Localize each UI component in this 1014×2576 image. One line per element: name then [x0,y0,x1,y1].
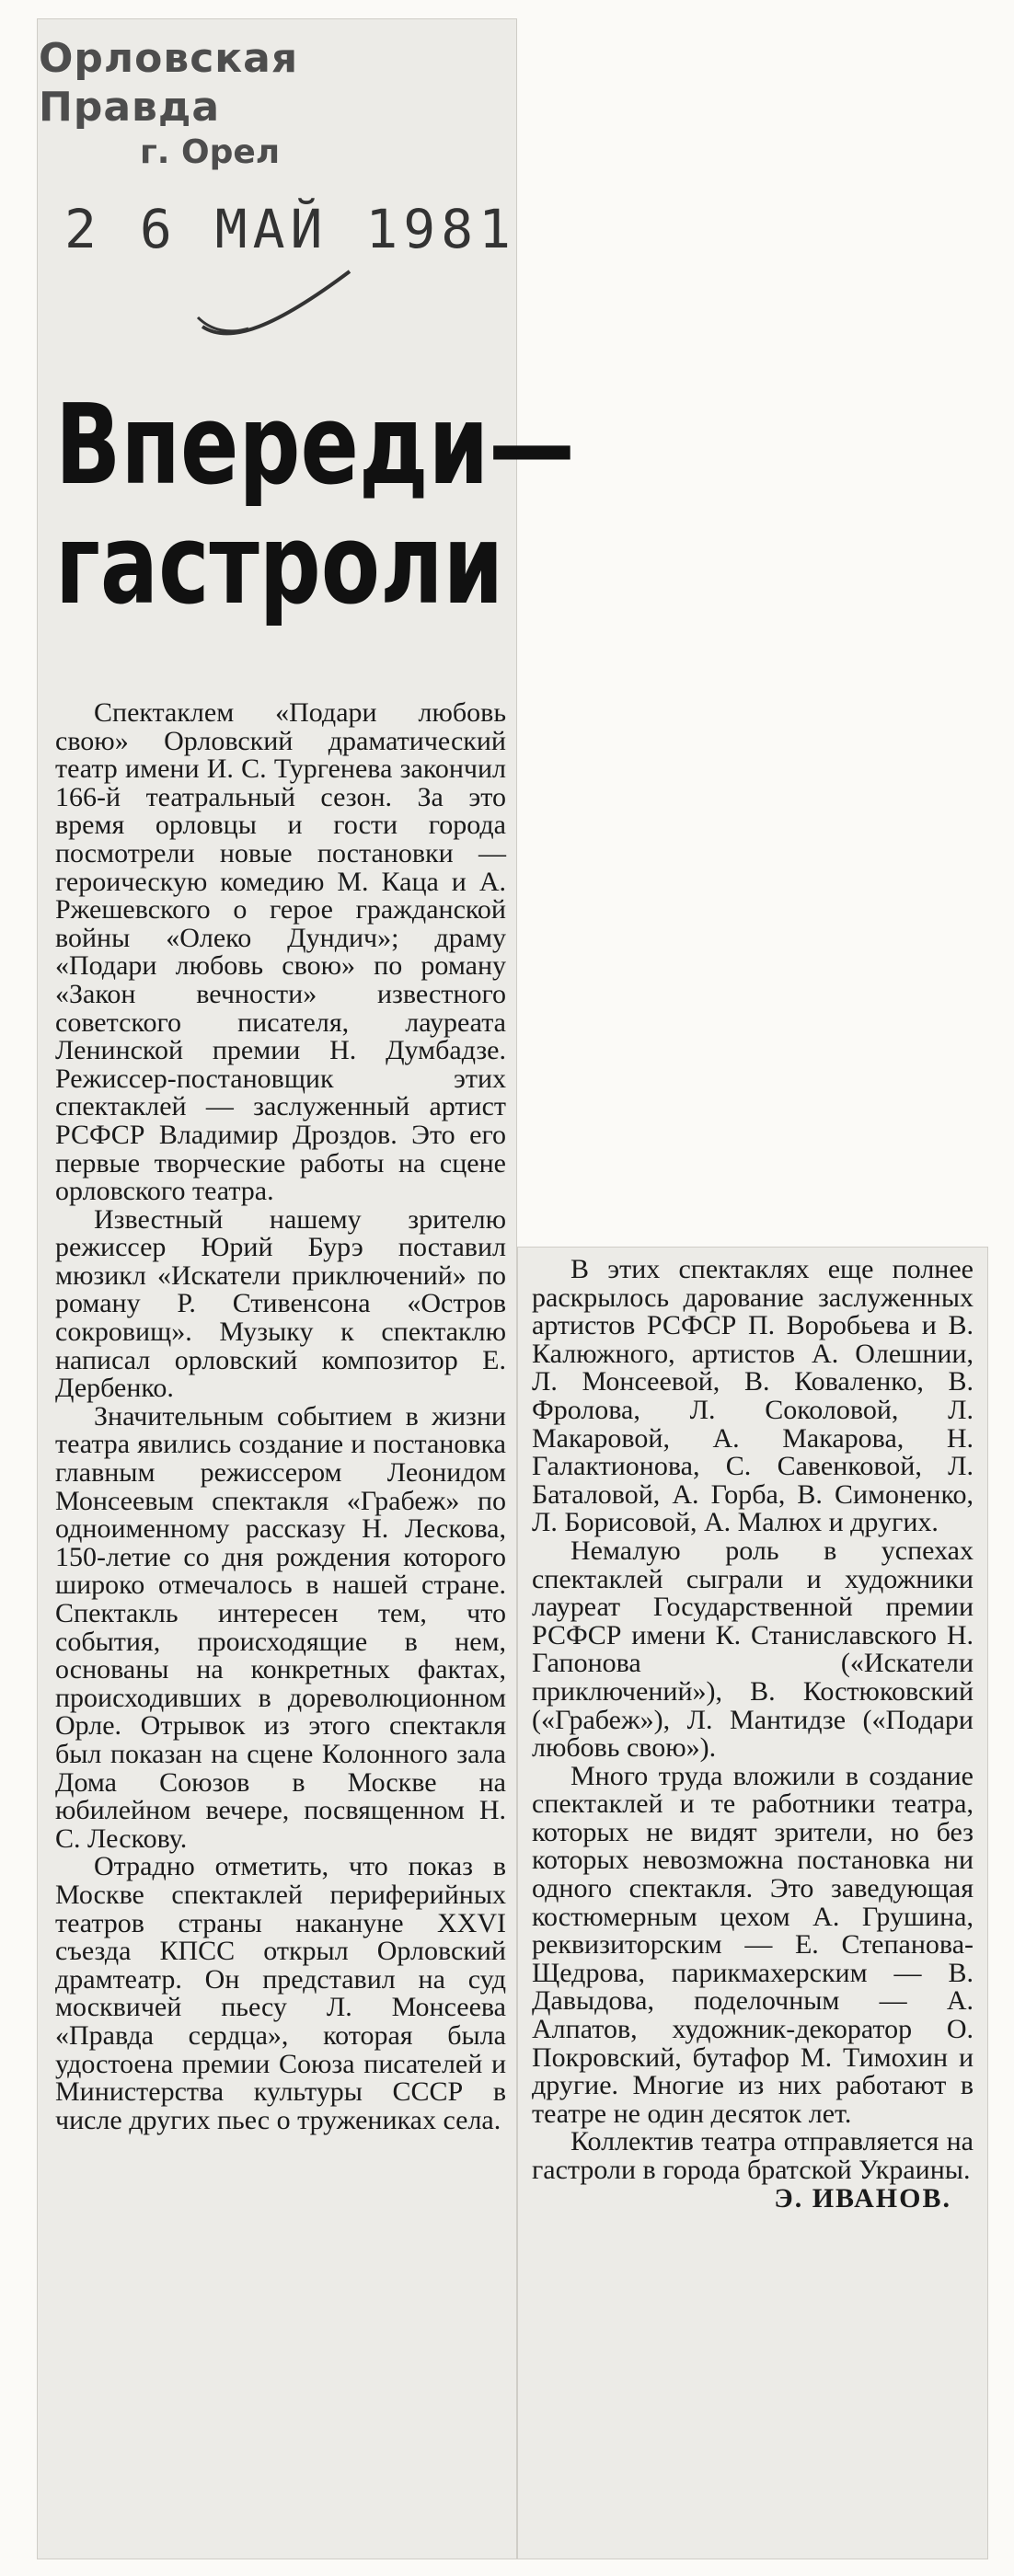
paragraph: Спектаклем «Подари любовь свою» Орловский драматический театр имени И. С. Тургенева закончил 166-й театральный сезон. За это время орловцы и гости города посмотрели новые постановки — героическую комедию М. Каца и А. Ржешевского о герое гражданской войны «Олеко Дундич»; драму «Подари любовь свою» по роману «Закон вечности» известного советского писателя, лауреата Ленинской премии Н. Думбадзе. Режиссер-постановщик этих спектаклей — заслуженный артист РСФСР Владимир Дроздов. Это его первые творческие работы на сцене орловского театра. [55,697,506,1207]
paragraph: Коллектив театра отправляется на гастроли в города братской Украины. [532,2126,974,2185]
library-stamp [39,35,462,172]
author-signature: Э. ИВАНОВ. [774,2182,951,2214]
article-column-right [532,1256,974,2213]
headline-line-1: Впереди— [55,382,575,510]
paragraph: В этих спектаклях еще полнее раскрылось дарование заслуженных артистов РСФСР П. Воробьева и В. Калюжного, артистов А. Олешнии, Л. Монсеевой, В. Коваленко, В. Фролова, Л. Соколовой, Л. Макаровой, А. Макарова, Н. Галактионова, С. Савенковой, Л. Баталовой, А. Горба, В. Симоненко, Л. Борисовой, А. Малюх и других. [532,1254,974,1538]
paragraph: Известный нашему зрителю режиссер Юрий Бурэ поставил мюзикл «Искатели приключений» по роману Р. Стивенсона «Остров сокровищ». Музыку к спектаклю написал орловский композитор Е. Дербенко. [55,1203,506,1404]
article-headline [55,382,575,629]
paragraph: Много труда вложили в создание спектаклей и те работники театра, которых не видят зрители, но без которых невозможна постановка ни одного спектакля. Это заведующая костюмерным цехом А. Грушина, реквизиторским — Е. Степанова-Щедрова, парикмахерским — В. Давыдова, поделочным — А. Алпатов, художник-декоратор О. Покровский, бутафор М. Тимохин и другие. Многие из них работают в театре не один десяток лет. [532,1760,974,2129]
stamp-city: г. Орел [140,132,281,171]
article-column-left [55,699,506,2134]
paragraph: Отрадно отметить, что показ в Москве спектаклей периферийных театров страны накануне XXVI съезда КПСС открыл Орловский драмтеатр. Он представил на суд москвичей пьесу Л. Монсеева «Правда сердца», которая была удостоена премии Союза писателей и Министерства культуры СССР в числе других пьес о тружениках села. [55,1851,506,2135]
stamp-newspaper-name: Орловская Правда [39,35,299,131]
paragraph: Немалую роль в успехах спектаклей сыграли и художники лауреат Государственной премии РСФСР имени К. Станиславского Н. Гапонова («Искатели приключений»), В. Костюковский («Грабеж»), Л. Мантидзе («Подари любовь свою»). [532,1535,974,1764]
stamp-date: 2 6 МАЙ 1981 [64,198,517,260]
paragraph: Значительным событием в жизни театра явились создание и постановка главным режиссером Леонидом Монсеевым спектакля «Грабеж» по одноименному рассказу Н. Лескова, 150-летие со дня рождения которого широко отмечалось в нашей стране. Спектакль интересен тем, что события, происходящие в нем, основаны на конкретных фактах, происходивших в дореволюционном Орле. Отрывок из этого спектакля был показан на сцене Колонного зала Дома Союзов в Москве на юбилейном вечере, посвященном Н. С. Лескову. [55,1400,506,1854]
headline-line-2: гастроли [55,500,504,629]
pen-stroke-mark [193,262,359,345]
